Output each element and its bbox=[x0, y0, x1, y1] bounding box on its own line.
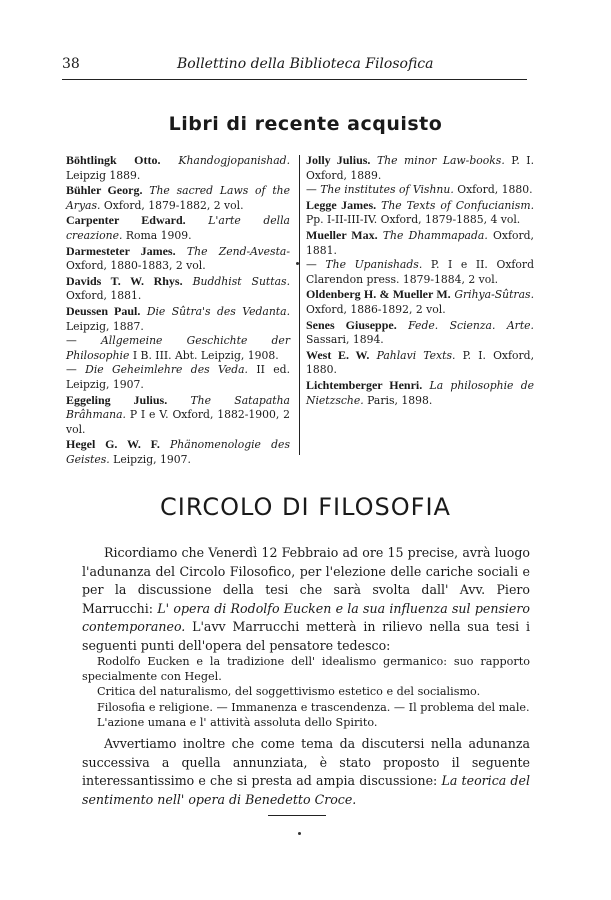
book-entry bbox=[66, 274, 290, 304]
announcement-paragraph bbox=[82, 544, 530, 656]
book-entry bbox=[66, 334, 290, 363]
book-entry bbox=[306, 198, 534, 228]
book-details: II ed. Leipzig, 1907. bbox=[66, 363, 291, 391]
book-details: Oxford, 1879-1882, 2 vol. bbox=[103, 198, 244, 212]
book-entry bbox=[66, 304, 290, 334]
book-entry bbox=[306, 287, 534, 317]
header-rule bbox=[62, 79, 527, 80]
book-title: Phänomenologie des Geistes. bbox=[66, 438, 290, 466]
book-details: Paris, 1898. bbox=[367, 393, 433, 407]
book-entry bbox=[306, 378, 534, 408]
book-list-left-column bbox=[66, 153, 290, 467]
book-author: Hegel G. W. F. bbox=[66, 437, 160, 452]
ditto-dash: — bbox=[306, 258, 317, 272]
book-details: P. I. Oxford, 1880. bbox=[306, 348, 535, 377]
book-list bbox=[66, 153, 535, 466]
book-author: Lichtemberger Henri. bbox=[306, 377, 423, 392]
ditto-dash: — bbox=[66, 363, 77, 377]
book-title: Grihya-Sûtras. bbox=[454, 288, 534, 302]
book-entry bbox=[306, 258, 534, 287]
book-author: Oldenberg H. & Mueller M. bbox=[306, 287, 451, 302]
thesis-point: Rodolfo Eucken e la tradizione dell' idealismo germanico: suo rapporto specialmente con Hegel. bbox=[82, 655, 530, 683]
book-title: Die Sûtra's des Vedanta. bbox=[146, 304, 290, 318]
book-title: Fede. Scienza. Arte. bbox=[408, 318, 534, 332]
book-title: The Dhammapada. bbox=[382, 228, 488, 242]
book-entry bbox=[66, 363, 290, 392]
thesis-points bbox=[82, 655, 530, 732]
book-author: Senes Giuseppe. bbox=[306, 317, 397, 332]
book-author: Jolly Julius. bbox=[306, 153, 371, 167]
circolo-title: CIRCOLO DI FILOSOFIA bbox=[160, 493, 451, 521]
thesis-point: L'azione umana e l' attività assoluta dello Spirito. bbox=[97, 716, 378, 730]
book-details: Oxford, 1880. bbox=[457, 183, 533, 197]
book-details: Leipzig, 1887. bbox=[66, 319, 144, 333]
book-entry bbox=[66, 393, 290, 438]
column-divider bbox=[299, 155, 300, 455]
thesis-point: Filosofia e religione. — Immanenza e trascendenza. — Il problema del male. bbox=[97, 700, 530, 714]
book-entry bbox=[306, 348, 534, 378]
book-details: Oxford, 1881. bbox=[306, 228, 534, 257]
book-entry bbox=[306, 153, 534, 183]
book-title: The Zend-Avesta- bbox=[186, 244, 290, 258]
book-author: West E. W. bbox=[306, 347, 370, 362]
book-title: Khandogjopanishad. bbox=[178, 154, 291, 167]
print-speck bbox=[298, 832, 301, 835]
book-author: Davids T. W. Rhys. bbox=[66, 273, 183, 288]
book-details: P I e V. Oxford, 1882-1900, 2 vol. bbox=[66, 408, 290, 436]
book-entry bbox=[306, 183, 534, 198]
next-meeting-text: Avvertiamo inoltre che come tema da discutersi nella adunanza successiva a quella annunziata, è stato proposto il seguente interessantissimo e che si presta ad ampia discussione: bbox=[82, 736, 530, 789]
book-details: Sassari, 1894. bbox=[306, 333, 384, 347]
book-author: Eggeling Julius. bbox=[66, 392, 168, 407]
book-title: L'arte della creazione. bbox=[66, 214, 290, 242]
book-entry bbox=[66, 244, 290, 274]
book-details: Pp. I-II-III-IV. Oxford, 1879-1885, 4 vol. bbox=[306, 213, 521, 227]
book-entry bbox=[306, 318, 534, 348]
book-author: Bühler Georg. bbox=[66, 183, 143, 198]
book-details: Oxford, 1881. bbox=[66, 289, 142, 303]
book-title: Buddhist Suttas. bbox=[192, 274, 290, 288]
book-details: Roma 1909. bbox=[125, 228, 192, 242]
next-meeting-paragraph bbox=[82, 735, 530, 809]
book-author: Böhtlingk Otto. bbox=[66, 153, 161, 167]
book-details: Oxford, 1880-1883, 2 vol. bbox=[66, 259, 206, 273]
book-title: The institutes of Vishnu. bbox=[320, 183, 454, 197]
page-number: 38 bbox=[62, 56, 80, 72]
thesis-point: Critica del naturalismo, del soggettivismo estetico e del socialismo. bbox=[97, 685, 481, 699]
book-title: Die Geheimlehre des Veda. bbox=[85, 363, 248, 377]
running-header bbox=[62, 52, 527, 72]
book-entry bbox=[66, 437, 290, 467]
book-author: Darmesteter James. bbox=[66, 243, 176, 258]
ditto-dash: — bbox=[66, 334, 77, 348]
book-details: P. I e II. Oxford Clarendon press. 1879-1884, 2 vol. bbox=[306, 258, 534, 286]
section-title: Libri di recente acquisto bbox=[168, 113, 443, 135]
book-title: Pahlavi Texts. bbox=[376, 348, 456, 362]
book-author: Legge James. bbox=[306, 197, 377, 212]
book-author: Deussen Paul. bbox=[66, 303, 141, 318]
book-details: Leipzig 1889. bbox=[66, 168, 141, 182]
book-entry bbox=[66, 153, 290, 183]
closing-rule bbox=[268, 815, 326, 816]
print-speck bbox=[296, 262, 299, 265]
book-entry bbox=[66, 213, 290, 243]
book-title: The Satapatha Brâhmana. bbox=[66, 393, 290, 422]
ditto-dash: — bbox=[306, 183, 317, 197]
announcement-text-cont: L'avv Marrucchi metterà in rilievo nella sua tesi i seguenti punti dell'opera del pensatore tedesco: bbox=[82, 619, 530, 653]
book-title: The Upanishads. bbox=[325, 258, 423, 272]
book-details: Oxford, 1886-1892, 2 vol. bbox=[306, 302, 446, 316]
book-title: The minor Law-books. bbox=[376, 154, 505, 167]
book-details: P. I. Oxford, 1889. bbox=[306, 154, 534, 182]
book-title: The sacred Laws of the Aryas. bbox=[66, 184, 291, 212]
thesis-title: L' opera di Rodolfo Eucken e la sua influenza sul pensiero contemporaneo. bbox=[82, 600, 530, 635]
book-list-right-column bbox=[306, 153, 534, 408]
book-entry bbox=[66, 183, 290, 213]
announcement-text: Ricordiamo che Venerdì 12 Febbraio ad ore 15 precise, avrà luogo l'adunanza del Circolo Filosofico, per l'elezione delle cariche sociali e per la discussione della tesi che sarà svolta dall' Avv. Piero Marrucchi: bbox=[82, 545, 530, 616]
book-title: Allgemeine Geschichte der Philosophie bbox=[66, 334, 290, 362]
book-title: The Texts of Confucianism. bbox=[381, 198, 535, 212]
next-topic-title: La teorica del sentimento nell' opera di Benedetto Croce. bbox=[82, 773, 530, 807]
running-title: Bollettino della Biblioteca Filosofica bbox=[177, 56, 434, 72]
book-author: Mueller Max. bbox=[306, 227, 378, 242]
book-details: I B. III. Abt. Leipzig, 1908. bbox=[132, 348, 279, 362]
book-details: Leipzig, 1907. bbox=[113, 452, 191, 466]
book-title: La philosophie de Nietzsche. bbox=[306, 378, 534, 407]
book-author: Carpenter Edward. bbox=[66, 213, 186, 228]
book-entry bbox=[306, 228, 534, 258]
